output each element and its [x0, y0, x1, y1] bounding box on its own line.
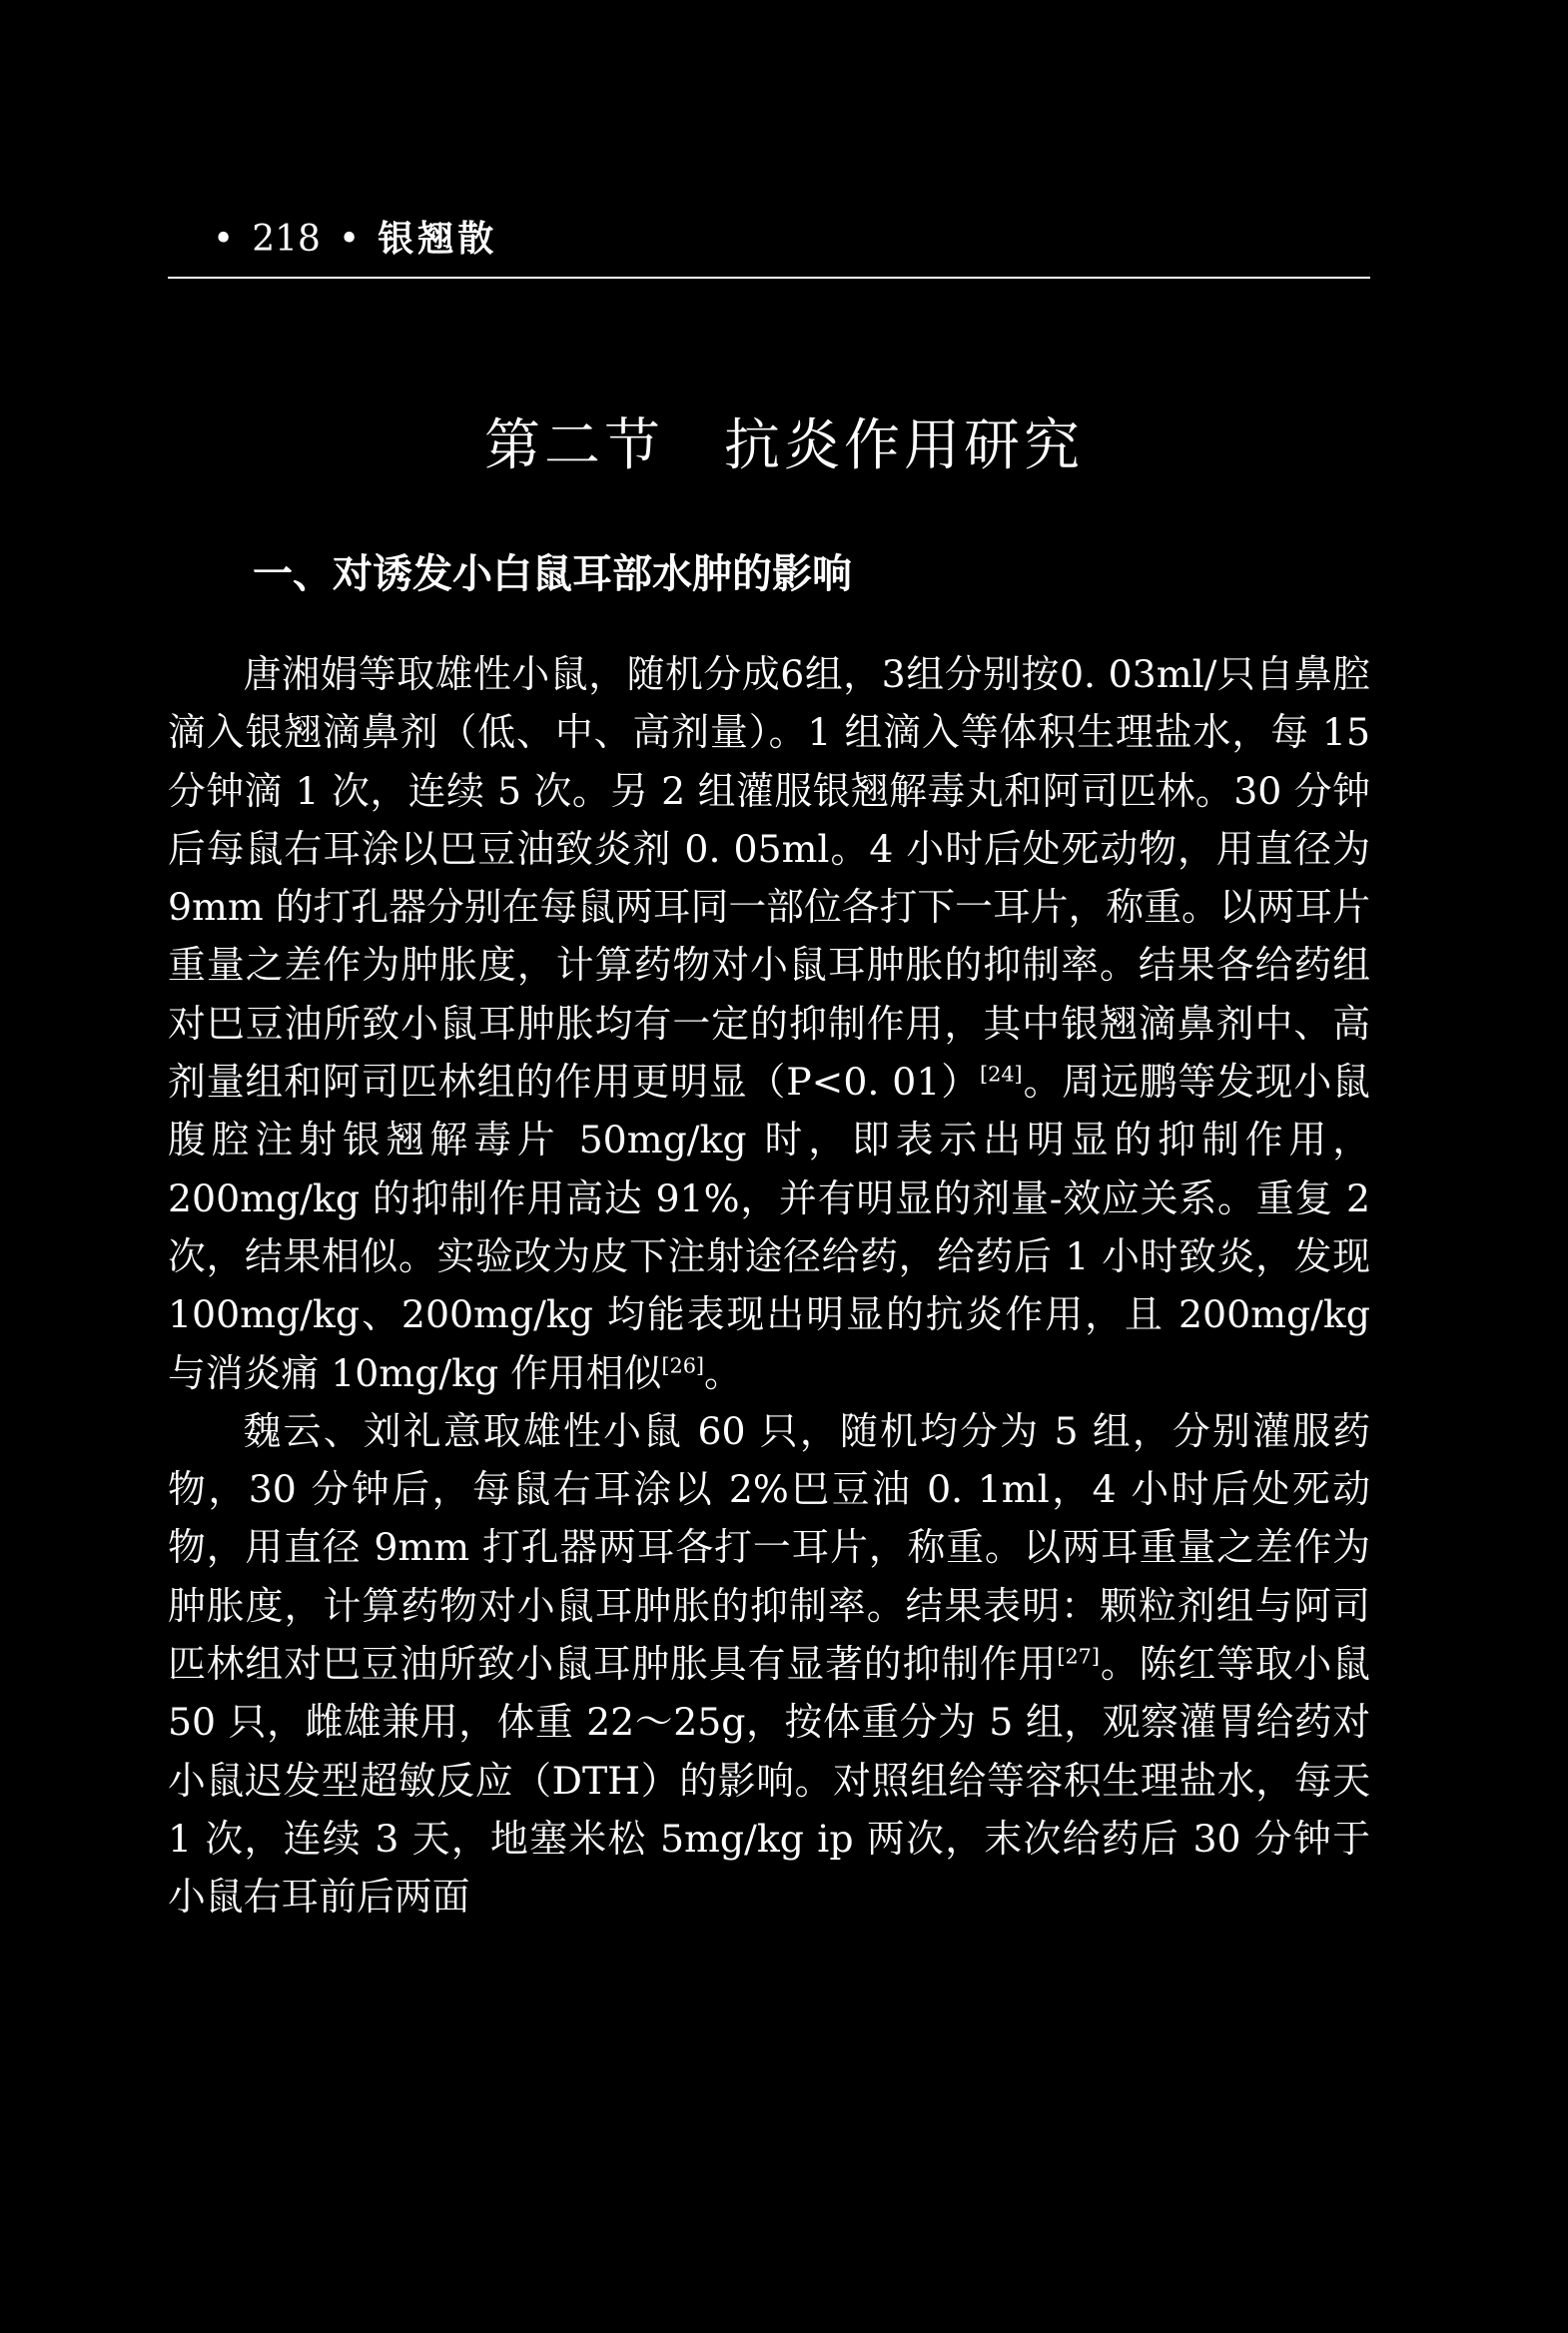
paragraph: 魏云、刘礼意取雄性小鼠 60 只，随机均分为 5 组，分别灌服药物，30 分钟后，每鼠右耳涂以 2%巴豆油 0. 1ml，4 小时后处死动物，用直径 9mm 打孔器两耳各打一耳片，称重。以两耳重量之差作为肿胀度，计算药物对小鼠耳肿胀的抑制率。结果表明：颗粒剂组与阿司匹林组对巴豆油所致小鼠耳肿胀具有显著的抑制作用[27]。陈红等取小鼠 50 只，雌雄兼用，体重 22～25g，按体重分为 5 组，观察灌胃给药对小鼠迟发型超敏反应（DTH）的影响。对照组给等容积生理盐水，每天 1 次，连续 3 天，地塞米松 5mg/kg ip 两次，末次给药后 30 分钟于小鼠右耳前后两面: [168, 1408, 1370, 1920]
book-title: 银翘散: [378, 218, 498, 260]
citation: [24]: [980, 1062, 1023, 1087]
running-header: [195, 213, 1373, 266]
header-separator: •: [338, 219, 361, 260]
page-number: 218: [252, 219, 321, 260]
paragraph: 唐湘娟等取雄性小鼠，随机分成6组，3组分别按0. 03ml/只自鼻腔滴入银翘滴鼻剂（低、中、高剂量）。1 组滴入等体积生理盐水，每 15 分钟滴 1 次，连续 5 次。另 2 组灌服银翘解毒丸和阿司匹林。30 分钟后每鼠右耳涂以巴豆油致炎剂 0. 05ml。4 小时后处死动物，用直径为 9mm 的打孔器分别在每鼠两耳同一部位各打下一耳片，称重。以两耳片重量之差作为肿胀度，计算药物对小鼠耳肿胀的抑制率。结果各给药组对巴豆油所致小鼠耳肿胀均有一定的抑制作用，其中银翘滴鼻剂中、高剂量组和阿司匹林组的作用更明显（P<0. 01）[24]。周远鹏等发现小鼠腹腔注射银翘解毒片 50mg/kg 时，即表示出明显的抑制作用，200mg/kg 的抑制作用高达 91%，并有明显的剂量-效应关系。重复 2 次，结果相似。实验改为皮下注射途径给药，给药后 1 小时致炎，发现 100mg/kg、200mg/kg 均能表现出明显的抗炎作用，且 200mg/kg 与消炎痛 10mg/kg 作用相似[26]。: [168, 652, 1370, 1395]
header-separator: •: [213, 219, 235, 260]
section-title: 第二节 抗炎作用研究: [484, 413, 1084, 478]
body-text: [168, 645, 1370, 1927]
subsection-title: 一、对诱发小白鼠耳部水肿的影响: [253, 550, 852, 597]
citation: [26]: [661, 1352, 705, 1377]
citation: [27]: [1057, 1644, 1101, 1669]
header-rule: [168, 277, 1370, 279]
